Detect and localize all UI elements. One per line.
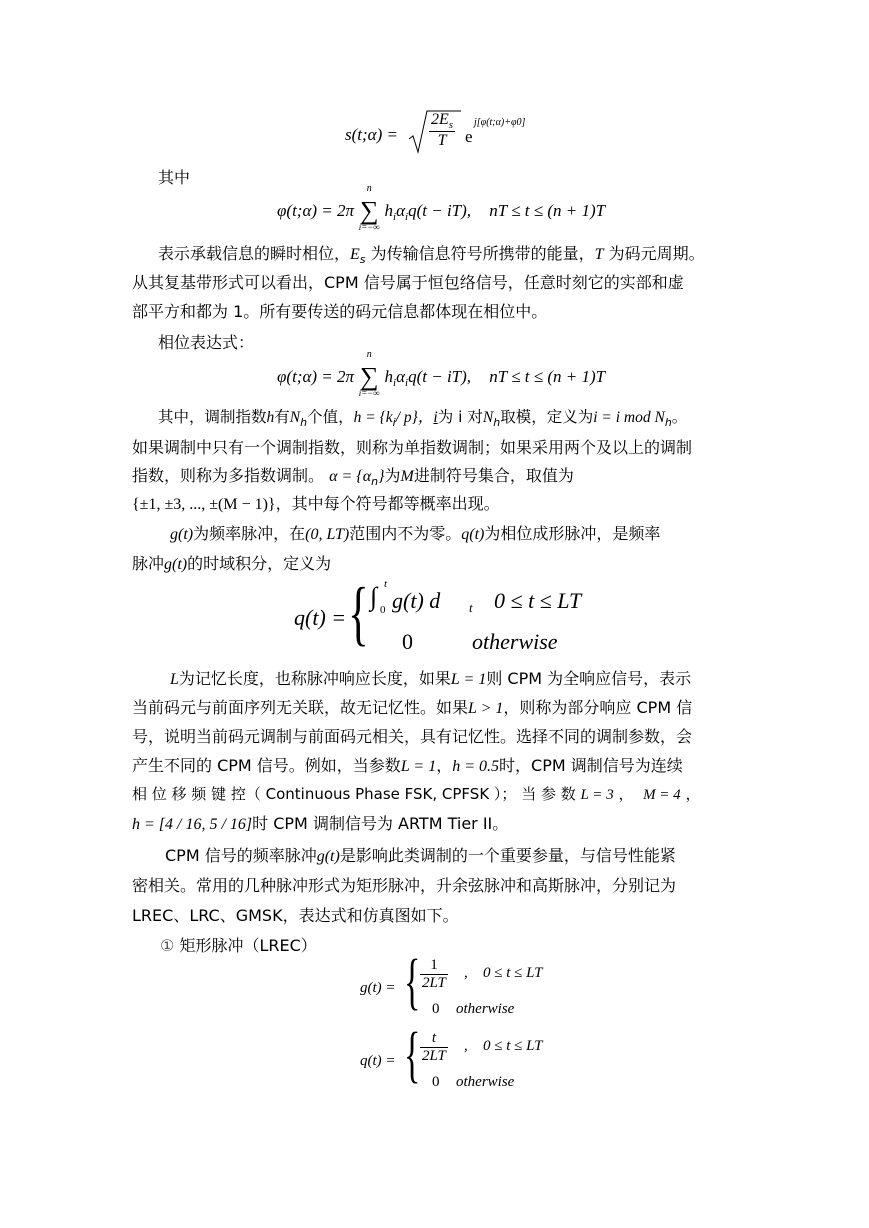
para5-line1	[165, 843, 676, 866]
para1-text-c: 为传输信息符号所携带的能量，	[370, 244, 595, 263]
eq3-sum-top: n	[366, 349, 372, 360]
symbol-h-set: h = {k	[353, 409, 393, 426]
symbol-M: M	[400, 468, 414, 485]
eq5-zero: 0	[432, 1001, 440, 1017]
eq6-cond-2: otherwise	[456, 1074, 515, 1090]
para2-text-3f: 进制符号集合，取值为	[413, 466, 574, 485]
symbol-L-eq-3: L = 3	[580, 787, 614, 803]
equation-q-definition	[294, 573, 584, 658]
symbol-M-eq-4: M = 4	[643, 787, 681, 803]
eq3-sum-bottom: i=−∞	[358, 388, 380, 398]
para4-text-b: 为记忆长度，也称脉冲响应长度，如果	[178, 669, 451, 688]
eq6-num: t	[420, 1030, 448, 1048]
para4-text-d: 则 CPM 为全响应信号，表示	[486, 669, 692, 688]
eq1-exp-base: e	[465, 127, 473, 146]
list-item-lrec	[160, 933, 317, 956]
para2-text-k: 取模，定义为	[500, 408, 594, 426]
eq5-brace: {	[404, 948, 421, 1016]
symbol-L-eq-1-b: L = 1	[400, 758, 437, 775]
eq5-num: 1	[420, 957, 448, 975]
eq4-lim-top: t	[384, 578, 388, 590]
eq2-sum-bottom: i=−∞	[358, 222, 380, 232]
eq1-exp-power: j[φ(t;α)+φ0]	[474, 117, 526, 128]
eq1-lhs: s(t;α) =	[345, 125, 398, 144]
para3-text-d: 范围内不为零。	[349, 524, 462, 543]
sum-symbol-2: n ∑ i=−∞	[358, 366, 380, 390]
para4-text-5c: ，	[618, 785, 634, 803]
eq6-den: 2LT	[422, 1048, 446, 1064]
equation-phase-1: φ(t;α) = 2π n ∑ i=−∞ $h_i\alpha_iq(t - iT)$, nT ≤ t ≤ (n + 1)T	[277, 183, 606, 232]
para1-line3: 部平方和都为 1。所有要传送的码元信息都体现在相位中。	[132, 302, 548, 321]
para4-text-6b: 时 CPM 调制信号为 ARTM Tier II。	[252, 814, 509, 833]
eq1-num: 2E	[431, 111, 449, 128]
eq1-den: T	[437, 132, 447, 149]
para4-line5	[132, 783, 700, 804]
para4-text-2: 当前码元与前面序列无关联，故无记忆性。如果	[132, 698, 469, 717]
para5-line2: 密相关。常用的几种脉冲形式为矩形脉冲，升余弦脉冲和高斯脉冲，分别记为	[132, 876, 677, 895]
eq3-h: h	[384, 366, 394, 386]
eq4-lhs: q(t) =	[294, 605, 347, 630]
eq5-lhs: g(t) =	[360, 980, 396, 996]
text-qizhong: 其中	[158, 168, 191, 187]
eq5-den: 2LT	[422, 975, 446, 991]
equation-phase-2: φ(t;α) = 2π n ∑ i=−∞ $h_i\alpha_iq(t - iT)$, nT ≤ t ≤ (n + 1)T	[277, 349, 606, 398]
eq2-sum-top: n	[366, 183, 372, 194]
para2-text-m: 。	[671, 408, 688, 426]
para4-line4	[132, 753, 683, 776]
para4-text-4a: 产生不同的 CPM 信号。例如，当参数	[132, 756, 401, 775]
eq2-condition: nT ≤ t ≤ (n + 1)T	[489, 200, 606, 220]
symbol-N: N	[289, 409, 301, 426]
eq1-num-sub: s	[448, 119, 454, 131]
eq4-integral: ∫	[370, 582, 378, 611]
symbol-N-2: N	[482, 409, 494, 426]
para4-text-4c: ，	[436, 756, 453, 775]
para4-text-5a: 相 位 移 频 键 控（ Continuous Phase FSK, CPFSK ）； 当 参 数	[132, 785, 576, 803]
para3-line2	[132, 551, 331, 574]
symbol-h-set-end: / p}，	[395, 409, 434, 426]
symbol-alpha-set: α = {α	[329, 468, 372, 485]
symbol-L-eq-1: L = 1	[450, 671, 487, 688]
eq6-cond-1: 0 ≤ t ≤ LT	[483, 1038, 543, 1054]
para5-text-a: CPM 信号的频率脉冲	[165, 846, 317, 865]
symbol-alpha-set-end: }	[378, 468, 385, 485]
para3-text-f: 为相位成形脉冲，是频率	[484, 524, 661, 543]
symbol-E: E	[350, 246, 360, 263]
eq2-h: h	[384, 200, 394, 220]
symbol-q-t: q(t)	[461, 526, 485, 543]
eq3-condition: nT ≤ t ≤ (n + 1)T	[489, 366, 606, 386]
para2-line2: 如果调制中只有一个调制指数，则称为单指数调制；如果采用两个及以上的调制	[132, 438, 693, 457]
para4-line2	[132, 695, 692, 718]
equation-q-lrec	[360, 1021, 560, 1098]
symbol-h-set-values: h = [4 / 16, 5 / 16]	[132, 816, 253, 833]
para2-line1: 其中，调制指数h有$N_h$个值，$h = \{k_i/$ p}，i为 i 对$N_h$取模，定义为i = i mod $N_h$。	[158, 408, 688, 429]
symbol-g-t: g(t)	[170, 526, 194, 543]
para2-text-c: 有	[274, 408, 290, 426]
para3-line1	[170, 521, 660, 544]
symbol-g-t-2: g(t)	[164, 556, 188, 573]
para5-text-c: 是影响此类调制的一个重要参量，与信号性能紧	[339, 846, 676, 865]
eq2-alpha: α	[396, 200, 406, 220]
symbol-i-underlined: i	[433, 409, 438, 426]
text-phase-expr: 相位表达式：	[158, 333, 255, 352]
eq6-comma: ,	[464, 1038, 468, 1054]
para4-text-4e: 时，CPM 调制信号为连续	[499, 756, 683, 775]
eq4-dt-sub: t	[469, 600, 473, 615]
para4-text-2c: ，则称为部分响应 CPM 信	[503, 698, 693, 717]
para4-line6	[132, 811, 508, 834]
sum-symbol: n ∑ i=−∞	[358, 200, 380, 224]
para2-text-3d: 为	[384, 466, 401, 485]
eq3-alpha: α	[396, 366, 406, 386]
list-item-lrec-label: 矩形脉冲（LREC）	[179, 936, 317, 955]
eq6-fraction	[420, 1030, 448, 1065]
eq4-g-dt: g(t) d	[392, 588, 441, 613]
eq6-lhs: q(t) =	[360, 1053, 396, 1069]
para2-line3: 指数，则称为多指数调制。 $\alpha = \{\alpha_n\}$为M进制符号集合，取值为	[132, 466, 574, 488]
para2-text-i: 为 i 对	[437, 408, 483, 426]
eq6-zero: 0	[432, 1074, 440, 1090]
para2-text-e: 个值，	[307, 408, 354, 426]
symbol-range: (0, LT)	[305, 526, 350, 543]
eq5-cond-1: 0 ≤ t ≤ LT	[483, 965, 543, 981]
para3-text-2a: 脉冲	[132, 554, 165, 573]
para1-line1: 表示承载信息的瞬时相位，$E_s$ 为传输信息符号所携带的能量，T 为码元周期。	[158, 244, 705, 266]
para4-line3: 号，说明当前码元调制与前面码元相关，具有记忆性。选择不同的调制参数，会	[132, 727, 693, 746]
eq4-brace: {	[348, 573, 369, 653]
eq3-lhs: φ(t;α) = 2π	[277, 366, 355, 386]
para2-line4	[132, 491, 500, 514]
symbol-L-gt-1: L > 1	[468, 700, 504, 717]
para4-text-5e: ，	[685, 785, 701, 803]
para2-text-a: 其中，调制指数	[158, 408, 267, 426]
symbol-h: h	[266, 409, 275, 426]
eq4-lim-bot: 0	[380, 604, 386, 616]
circled-number-1: ①	[160, 936, 175, 955]
eq4-zero: 0	[402, 629, 413, 654]
symbol-T: T	[594, 246, 604, 263]
symbol-g-t-3: g(t)	[316, 848, 340, 865]
para2-text-4b: ，其中每个符号都等概率出现。	[275, 494, 500, 513]
para3-text-b: 为频率脉冲，在	[193, 524, 306, 543]
eq4-cond-2: otherwise	[472, 629, 558, 654]
eq5-comma: ,	[464, 965, 468, 981]
eq6-brace: {	[404, 1021, 421, 1089]
eq4-cond-1: 0 ≤ t ≤ LT	[494, 588, 582, 613]
symbol-mod: i = i mod N	[593, 409, 665, 426]
symbol-h-05: h = 0.5	[452, 758, 500, 775]
para1-line2: 从其复基带形式可以看出，CPM 信号属于恒包络信号，任意时刻它的实部和虚	[132, 273, 684, 292]
eq1-fraction	[429, 111, 455, 150]
eq5-fraction	[420, 957, 448, 992]
para5-line3: LREC、LRC、GMSK，表达式和仿真图如下。	[132, 906, 459, 925]
symbol-set-values: {±1, ±3, ..., ±(M − 1)}	[132, 496, 276, 513]
para1-text-e: 为码元周期。	[608, 244, 705, 263]
eq2-q: q(t − iT),	[408, 200, 472, 220]
symbol-L: L	[170, 671, 179, 688]
equation-g-lrec	[360, 948, 560, 1025]
para4-line1	[170, 666, 691, 689]
eq3-q: q(t − iT),	[408, 366, 472, 386]
para3-text-2c: 的时域积分，定义为	[187, 554, 332, 573]
para2-text-3a: 指数，则称为多指数调制。	[132, 466, 325, 485]
eq2-lhs: φ(t;α) = 2π	[277, 200, 355, 220]
para1-text-a: 表示承载信息的瞬时相位，	[158, 244, 351, 263]
eq5-cond-2: otherwise	[456, 1001, 515, 1017]
